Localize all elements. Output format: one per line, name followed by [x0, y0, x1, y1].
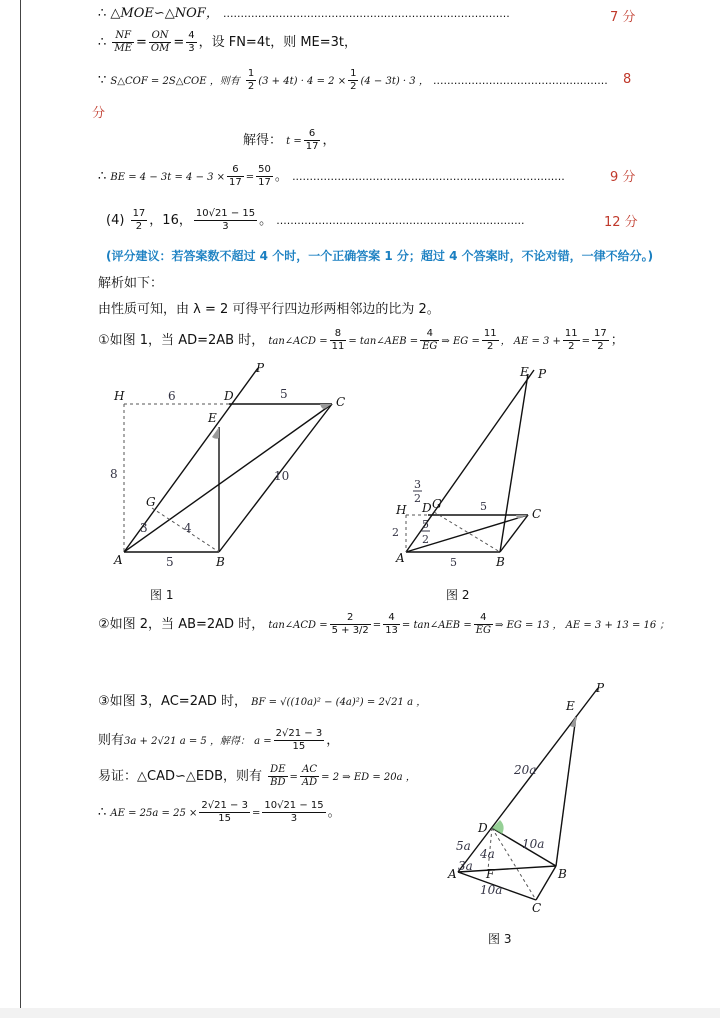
score-9: 9 分: [610, 170, 636, 185]
line-2: ∴ $\frac{NF}{ME}$ = $\frac{ON}{OM}$ = $\frac{4}{3}$ ，设 FN=4t，则 ME=3t，: [98, 30, 358, 54]
fig3-angle-E: [570, 716, 576, 727]
fig3-label-E: E: [566, 699, 575, 713]
fig2-num-2-left: 2: [392, 526, 399, 539]
fig3-num-4a: 4a: [480, 847, 495, 861]
figure-1-caption: 图 1: [150, 588, 174, 602]
figure-1: [100, 362, 360, 572]
case-3-line-3: 易证：△CAD∽△EDB，则有 $\frac{DE}{BD}$ = $\frac{AC}{AD}$ = 2 ⇒ ED = 20a ，: [98, 764, 416, 788]
fig2-label-B: B: [496, 555, 505, 569]
fig1-label-D: D: [224, 389, 234, 403]
fig1-num-4: 4: [184, 521, 192, 535]
fig2-label-H: H: [396, 503, 407, 517]
score-8: 8: [623, 72, 632, 87]
fig1-num-10: 10: [274, 469, 290, 483]
fig3-num-3a: 3a: [458, 859, 473, 873]
fig1-label-A: A: [114, 553, 123, 567]
fig2-label-G: G: [432, 497, 442, 511]
fig2-line-EB: [500, 374, 528, 552]
fig2-line-BC: [500, 515, 528, 552]
fig1-label-B: B: [216, 555, 225, 569]
fig3-label-P: P: [596, 681, 605, 695]
fig1-line-AC: [124, 404, 332, 552]
line-1: ∴ △MOE∽△NOF， ..................................................................................: [98, 6, 510, 21]
fig3-label-B: B: [558, 867, 567, 881]
fig3-label-F: F: [486, 867, 495, 881]
fig3-line-CB: [536, 866, 556, 900]
fig3-label-C: C: [532, 901, 542, 915]
line-4: 解得： t = $\frac{6}{17}$ ，: [243, 128, 336, 152]
fig2-label-P: P: [538, 367, 547, 381]
scoring-note: (评分建议：若答案数不超过 4 个时，一个正确答案 1 分；超过 4 个答案时，不论对错，一律不给分。): [106, 249, 654, 263]
fig1-num-3: 3: [140, 521, 148, 535]
fig2-label-C: C: [532, 507, 542, 521]
property-line: 由性质可知，由 λ = 2 可得平行四边形两相邻边的比为 2。: [98, 302, 440, 317]
fig2-num-3: 3: [414, 478, 421, 491]
left-margin-line: [20, 0, 21, 1018]
fig1-label-G: G: [146, 495, 156, 509]
case-3-line-2: 则有3a + 2√21 a = 5 ，解得： a = $\frac{2√21 - 3}{15}$ ，: [98, 728, 340, 752]
score-8-unit: 分: [92, 106, 106, 121]
fig2-label-D: D: [422, 501, 432, 515]
score-12: 12 分: [604, 215, 638, 230]
fig2-label-E: E: [520, 365, 529, 379]
figure-3: [444, 680, 624, 915]
score-7: 7 分: [610, 10, 636, 25]
fig1-num-5-bottom: 5: [166, 555, 174, 569]
fig3-num-10a-right: 10a: [522, 837, 545, 851]
fig2-num-2b: 2: [422, 533, 429, 546]
line-6: (4) $\frac{17}{2}$ ，16， $\frac{10√21 - 15}{3}$ 。 .......................................................................: [106, 208, 525, 232]
fig1-label-P: P: [256, 362, 265, 375]
case-3-line-1: ③如图 3，AC=2AD 时， BF = √((10a)² − (4a)²) = 2√21 a ，: [98, 694, 427, 709]
fig1-label-E: E: [208, 411, 217, 425]
fig3-num-10a-bottom: 10a: [480, 883, 503, 897]
figure-2: [386, 362, 566, 572]
case-2: ②如图 2，当 AB=2AD 时， tan∠ACD = $\frac{2}{5 + 3/2}$ = $\frac{4}{13}$ = tan∠AEB = $\frac{4}{EG}$ ⇒ EG = 13 ， AE = 3 + 13 = 16 ；: [98, 612, 670, 636]
fig2-num-5-bottom: 5: [450, 556, 457, 569]
fig2-num-5-top: 5: [480, 500, 487, 513]
case-3-line-4: ∴ AE = 25a = 25 × $\frac{2√21 - 3}{15}$ = $\frac{10√21 - 15}{3}$ 。: [98, 800, 341, 824]
fig2-dash-GB: [434, 512, 500, 552]
fig1-num-6: 6: [168, 389, 176, 403]
analysis-heading: 解析如下：: [98, 276, 164, 291]
case-1: ①如图 1，当 AD=2AB 时， tan∠ACD = $\frac{8}{11}$ = tan∠AEB = $\frac{4}{EG}$ ⇒ EG = $\frac{11}{2}$ ， AE = 3 + $\frac{11}{2}$ = $\frac{17}{2}$ ；: [98, 328, 624, 352]
fig3-num-20a: 20a: [514, 763, 537, 777]
fig2-num-2a: 2: [414, 492, 421, 505]
fig2-label-A: A: [396, 551, 405, 565]
fig1-num-5-top: 5: [280, 387, 288, 401]
fig2-num-5-frac: 5: [422, 518, 429, 531]
fig1-label-C: C: [336, 395, 346, 409]
line-3: ∵ S△COF = 2S△COE ，则有 $\frac{1}{2}$ (3 + 4t) · 4 = 2 × $\frac{1}{2}$ (4 − 3t) · 3 ， ..................................................: [98, 68, 608, 92]
page-bottom-strip: [0, 1008, 720, 1018]
figure-2-caption: 图 2: [446, 588, 470, 602]
fig3-label-D: D: [478, 821, 488, 835]
figure-3-caption: 图 3: [488, 932, 512, 946]
fig3-num-5a: 5a: [456, 839, 471, 853]
fig1-num-8: 8: [110, 467, 118, 481]
fig3-label-A: A: [448, 867, 457, 881]
line-5: ∴ BE = 4 − 3t = 4 − 3 × $\frac{6}{17}$ = $\frac{50}{17}$ 。 ..............................................................................: [98, 164, 565, 188]
fig1-label-H: H: [114, 389, 125, 403]
